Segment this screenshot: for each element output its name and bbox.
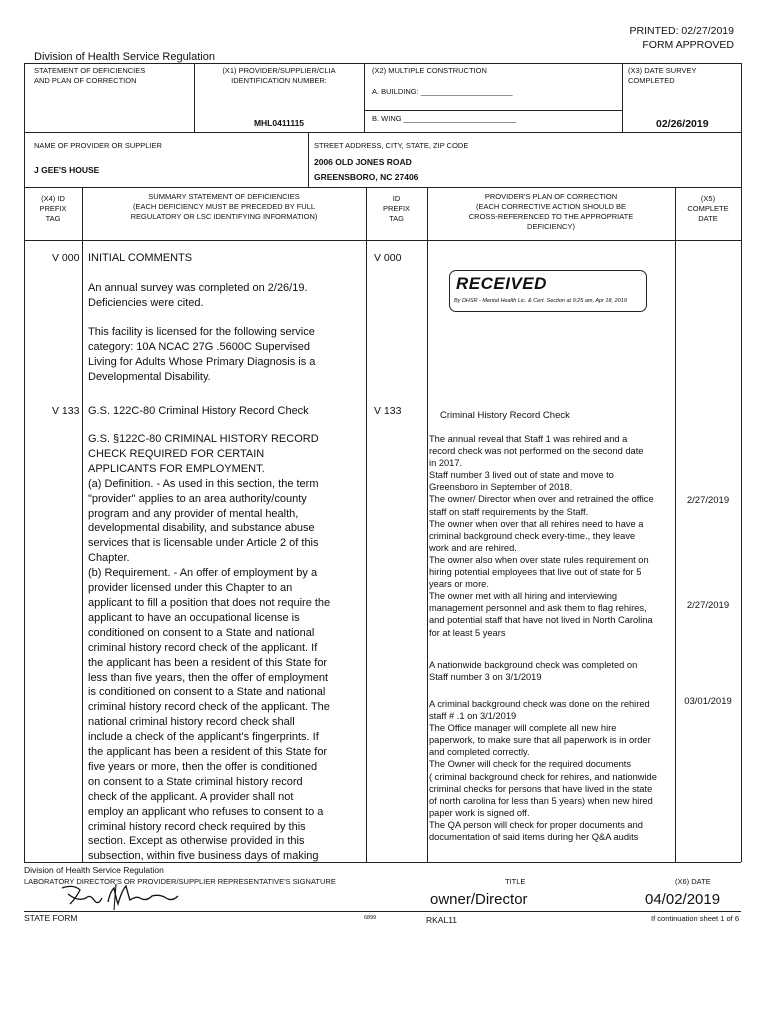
row2-id: V 133 (374, 405, 402, 417)
street-label: STREET ADDRESS, CITY, STATE, ZIP CODE (314, 141, 469, 150)
rule (24, 187, 741, 188)
received-stamp (449, 270, 647, 312)
statement-label: STATEMENT OF DEFICIENCIES AND PLAN OF CORRECTION (34, 66, 146, 85)
state-form: STATE FORM (24, 913, 78, 923)
building-label: A. BUILDING: ______________________ (372, 87, 513, 96)
rule (308, 132, 309, 187)
plan-block-2: A nationwide background check was completed on Staff number 3 on 3/1/2019 (429, 660, 638, 683)
x1-value: MHL0411115 (253, 118, 305, 128)
footer-division: Division of Health Service Regulation (24, 865, 164, 875)
rule (366, 187, 367, 862)
plan-date-2: 2/27/2019 (686, 600, 730, 611)
plan-date-3: 03/01/2019 (684, 696, 732, 707)
x3-label: (X3) DATE SURVEY COMPLETED (628, 66, 697, 85)
printed-date: PRINTED: 02/27/2019 (629, 25, 734, 37)
row1-id: V 000 (374, 252, 402, 264)
summary-header: SUMMARY STATEMENT OF DEFICIENCIES (EACH DEFICIENCY MUST BE PRECEDED BY FULL REGULATORY OR LSC IDENTIFYING INFORMATION) (130, 192, 318, 221)
rule (741, 63, 742, 862)
continuation-sheet: If continuation sheet 1 of 6 (651, 914, 739, 923)
signature-label: LABORATORY DIRECTOR'S OR PROVIDER/SUPPLIER REPRESENTATIVE'S SIGNATURE (24, 877, 336, 886)
row1-tag: V 000 (52, 252, 80, 264)
id-header: ID PREFIX TAG (382, 194, 411, 223)
x4-header: (X4) ID PREFIX TAG (39, 194, 67, 223)
form-number: 6899 (364, 915, 377, 921)
rule (24, 132, 741, 133)
plan-block-1: The annual reveal that Staff 1 was rehired and a record check was not performed on the second date in 2017. Staff number 3 lived out of state and move to Greensboro in September of 2018. The owner/ Director when over and retrained the office staff on staff requirements by the Staff. The owner when over that all rehires need to have a criminal background check every-time., they leave work and are rehired. The owner also when over state rules requirement on hiring potential employees that live out of state for 5 years or more. The owner met with all hiring and interviewing management personnel and ask them to flag rehires, and potential staff that have not lived in North Carolina for at least 5 years (429, 434, 654, 638)
row2-body: G.S. §122C-80 CRIMINAL HISTORY RECORD CHECK REQUIRED FOR CERTAIN APPLICANTS FOR EMPLOYMENT. (a) Definition. - As used in this section, the term "provider" applies to an area authority/county program and any provider of mental health, developmental disability, and substance abuse services that is licensable under Article 2 of this Chapter. (b) Requirement. - An offer of employment by a provider licensed under this Chapter to an applicant to fill a position that does not require the applicant to have an occupational license is conditioned on consent to a State and national criminal history record check of the applicant. If the applicant has been a resident of this State for less than five years, then the offer of employment is conditioned on consent to a State and national criminal history record check of the applicant. The national criminal history record check shall include a check of the applicant's fingerprints. If the applicant has been a resident of this State for five years or more, then the offer is conditioned on consent to a State criminal history record check of the applicant. A provider shall not employ an applicant who refuses to consent to a criminal history record check required by this section. Except as otherwise provided in this subsection, within five business days of making (88, 433, 331, 863)
title-label: TITLE (505, 877, 526, 886)
plan-header: PROVIDER'S PLAN OF CORRECTION (EACH CORRECTIVE ACTION SHOULD BE CROSS-REFERENCED TO THE APPROPRIATE DEFICIENCY) (468, 192, 634, 231)
row1-title: INITIAL COMMENTS (88, 252, 193, 264)
x3-value: 02/26/2019 (656, 118, 709, 130)
date-value: 04/02/2019 (645, 891, 721, 908)
plan-date-1: 2/27/2019 (686, 495, 730, 506)
plan-block-3: A criminal background check was done on the rehired staff # .1 on 3/1/2019 The Office manager will complete all new hire paperwork, to make sure that all paperwork is in order and completed correctly. The Owner will check for the required documents ( criminal background check for rehires, and nationwide criminal checks for persons that have lived in the state of north carolina for less than 5 years) when new hired paper work is signed off. The QA person will check for proper documents and documentation of said items during her Q&A audits (429, 699, 657, 843)
rule (24, 63, 25, 862)
x5-header: (X5) COMPLETE DATE (687, 194, 729, 223)
form-code: RKAL11 (426, 915, 458, 925)
rule (364, 63, 365, 132)
signature-image (56, 880, 186, 914)
stamp-subtitle: By DHSR - Mental Health Lic. & Cert. Section at 9:25 am, Apr 18, 2019 (454, 298, 627, 304)
rule (427, 187, 428, 862)
stamp-title: RECEIVED (456, 274, 547, 293)
x6-date-label: (X6) DATE (675, 877, 711, 886)
row2-tag: V 133 (52, 405, 80, 417)
row1-paragraph-1: An annual survey was completed on 2/26/19. Deficiencies were cited. (88, 282, 308, 309)
provider-name-label: NAME OF PROVIDER OR SUPPLIER (34, 141, 162, 150)
row2-title: G.S. 122C-80 Criminal History Record Check (88, 405, 309, 417)
street-line2: GREENSBORO, NC 27406 (314, 172, 419, 182)
rule (24, 240, 741, 241)
rule (675, 187, 676, 862)
row1-paragraph-2: This facility is licensed for the following service category: 10A NCAC 27G .5600C Supervised Living for Adults Whose Primary Diagnosis is a Developmental Disability. (88, 326, 316, 383)
rule (622, 63, 623, 132)
division-title: Division of Health Service Regulation (34, 51, 215, 63)
wing-label: B. WING ___________________________ (372, 114, 517, 123)
title-value: owner/Director (430, 891, 528, 908)
x1-label: (X1) PROVIDER/SUPPLIER/CLIA IDENTIFICATION NUMBER: (222, 66, 336, 85)
rule (82, 187, 83, 862)
street-line1: 2006 OLD JONES ROAD (314, 157, 412, 167)
provider-name: J GEE'S HOUSE (34, 165, 100, 175)
form-approved: FORM APPROVED (642, 39, 734, 51)
rule (364, 110, 622, 111)
rule (24, 63, 741, 64)
x2-label: (X2) MULTIPLE CONSTRUCTION (372, 66, 487, 75)
plan-title: Criminal History Record Check (440, 410, 570, 421)
